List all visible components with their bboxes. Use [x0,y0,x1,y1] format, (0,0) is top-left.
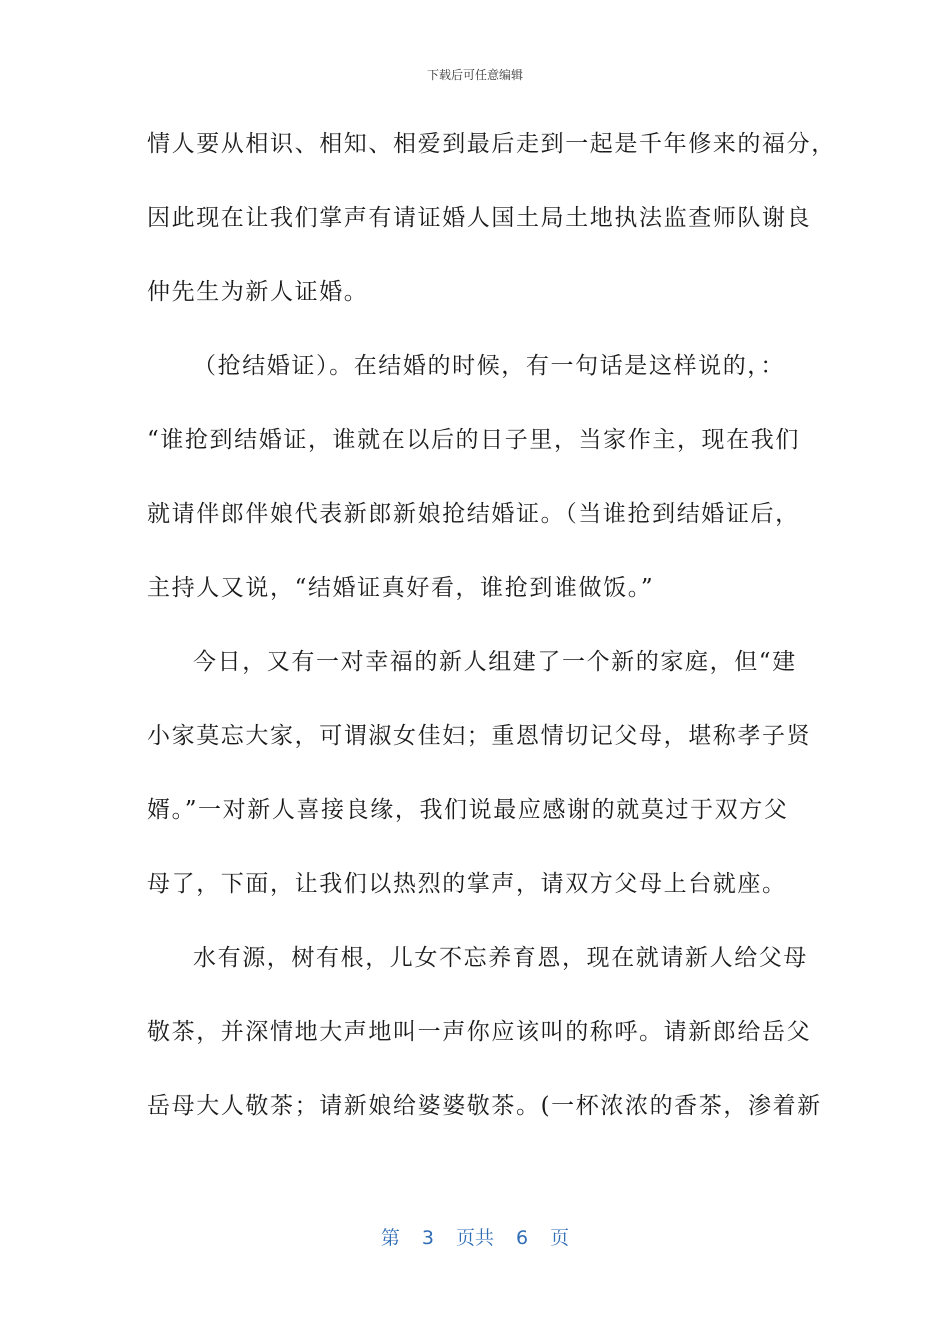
text-line: 小家莫忘大家，可谓淑女佳妇；重恩情切记父母，堪称孝子贤 [147,723,812,749]
text-line: 今日，又有一对幸福的新人组建了一个新的家庭，但“建 [193,649,797,675]
footer-suffix: 页 [550,1227,570,1249]
text-line: 岳母大人敬茶；请新娘给婆婆敬茶。(一杯浓浓的香茶，渗着新 [147,1093,822,1119]
text-line: “谁抢到结婚证，谁就在以后的日子里，当家作主，现在我们 [147,427,800,453]
text-line: 母了，下面，让我们以热烈的掌声，请双方父母上台就座。 [147,871,787,897]
current-page-number: 3 [421,1227,434,1249]
text-line: 因此现在让我们掌声有请证婚人国土局土地执法监查师队谢良 [147,205,812,231]
document-body [147,107,836,1143]
text-line: 水有源，树有根，儿女不忘养育恩，现在就请新人给父母 [193,945,808,971]
total-pages-number: 6 [516,1227,529,1249]
footer-prefix: 第 [380,1227,400,1249]
text-line: 仲先生为新人证婚。 [147,279,369,305]
text-line: 就请伴郎伴娘代表新郎新娘抢结婚证。（当谁抢到结婚证后， [147,501,800,527]
text-line: 婿。”一对新人喜接良缘，我们说最应感谢的就莫过于双方父 [147,797,789,823]
header-note: 下载后可任意编辑 [426,68,523,82]
footer-middle: 页共 [455,1227,494,1249]
text-line: 主持人又说，“结婚证真好看，谁抢到谁做饭。” [147,575,655,601]
page-footer [0,1224,950,1252]
text-line: （抢结婚证）。在结婚的时候，有一句话是这样说的，： [193,353,785,379]
text-line: 情人要从相识、相知、相爱到最后走到一起是千年修来的福分， [147,131,836,157]
text-line: 敬茶，并深情地大声地叫一声你应该叫的称呼。请新郎给岳父 [147,1019,812,1045]
